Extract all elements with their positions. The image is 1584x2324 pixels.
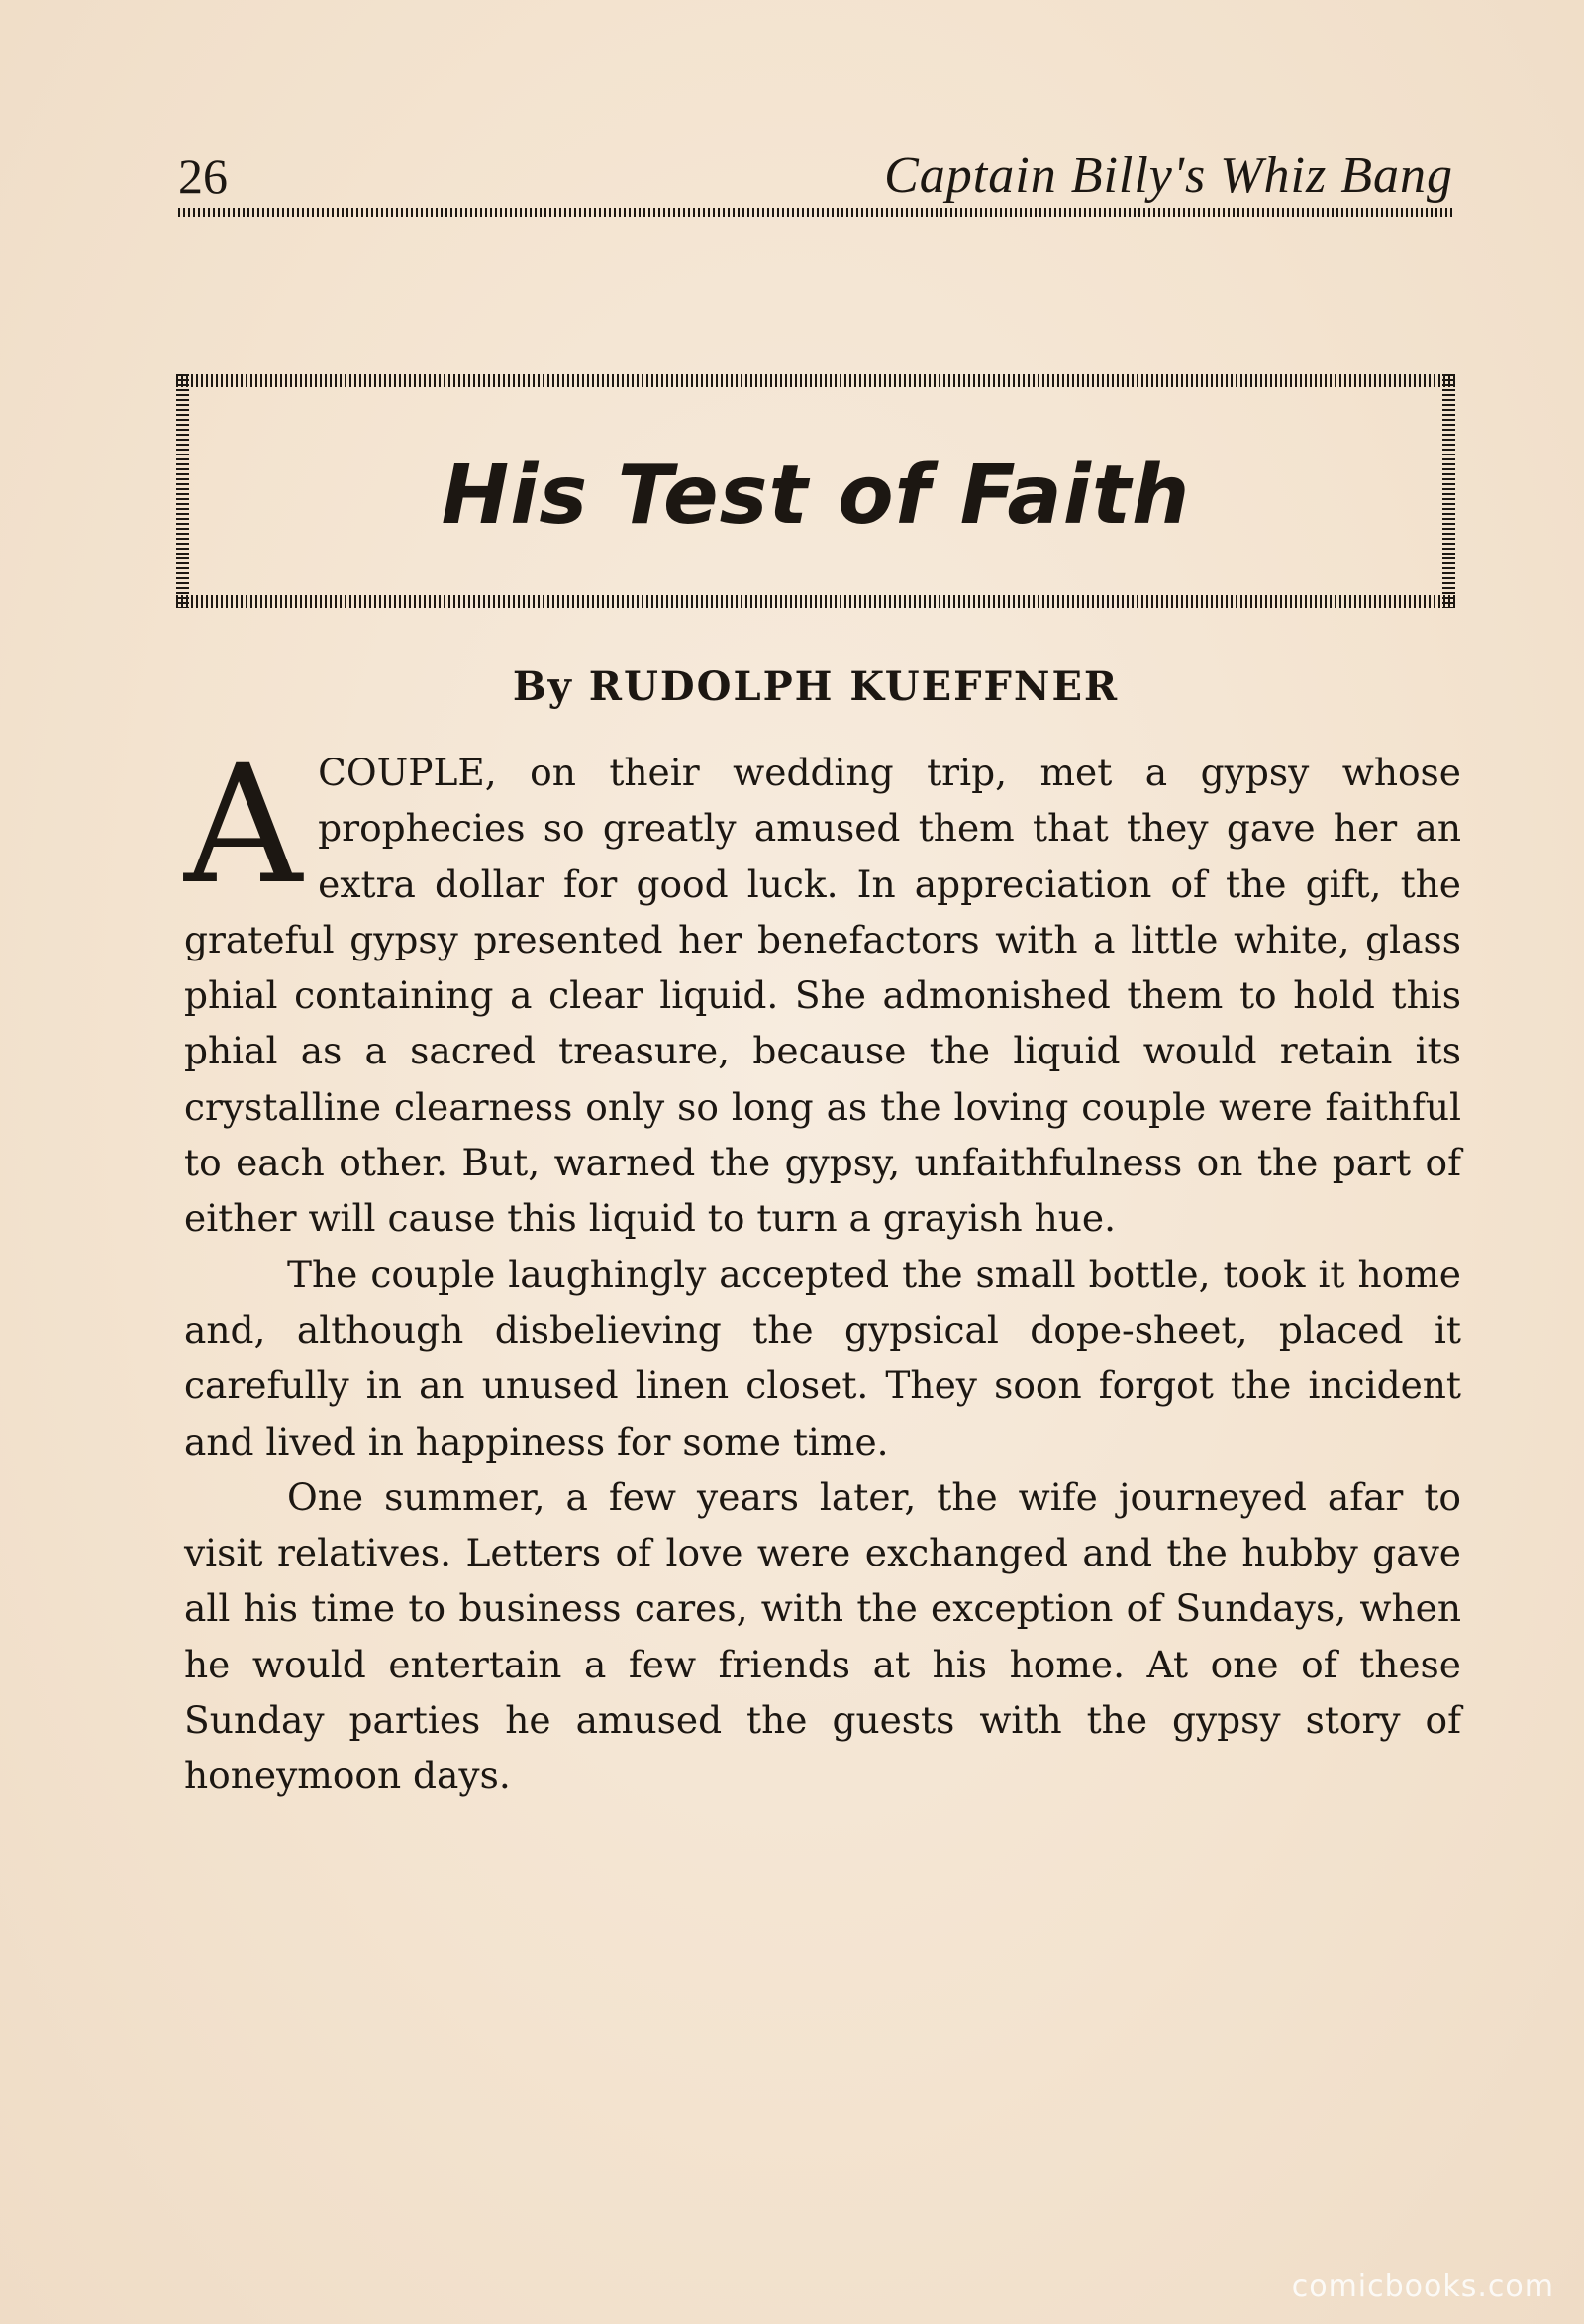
story-title: His Test of Faith <box>441 449 1191 543</box>
frame-border-top <box>176 374 1455 387</box>
drop-cap: A <box>184 730 303 920</box>
paragraph-1 <box>184 730 1461 1247</box>
running-header <box>178 147 1453 206</box>
watermark: comicbooks.com <box>1291 2270 1554 2304</box>
title-frame <box>176 374 1455 608</box>
frame-border-bottom <box>176 595 1455 608</box>
page-number: 26 <box>178 149 228 204</box>
paragraph-3: One summer, a few years later, the wife journeyed afar to visit relatives. Letters of love were exchanged and the hubby gave all his time to business cares, with the exception of Sundays, when he would entertain a few friends at his home. At one of these Sunday parties he amused the guests with the gypsy story of honeymoon days. <box>184 1474 1461 1798</box>
paragraph-2: The couple laughingly accepted the small bottle, took it home and, although disbelieving the gypsical dope-sheet, placed it carefully in an unused linen closet. They soon forgot the incident and lived in happiness for some time. <box>184 1252 1461 1464</box>
header-rule <box>178 208 1453 217</box>
magazine-title: Captain Billy's Whiz Bang <box>884 148 1453 204</box>
byline: By RUDOLPH KUEFFNER <box>512 663 1120 710</box>
paragraph-1-text: COUPLE, on their wedding trip, met a gypsy whose prophecies so greatly amused them that they gave her an extra dollar for good luck. In appreciation of the gift, the grateful gypsy presented her benefactors with a little white, glass phial containing a clear liquid. She admonished them to hold this phial as a sacred treasure, because the liquid would retain its crystalline clearness only so long as the loving couple were faithful to each other. But, warned the gypsy, unfaithfulness on the part of either will cause this liquid to turn a grayish hue. <box>184 751 1461 1241</box>
story-body <box>184 730 1461 1804</box>
